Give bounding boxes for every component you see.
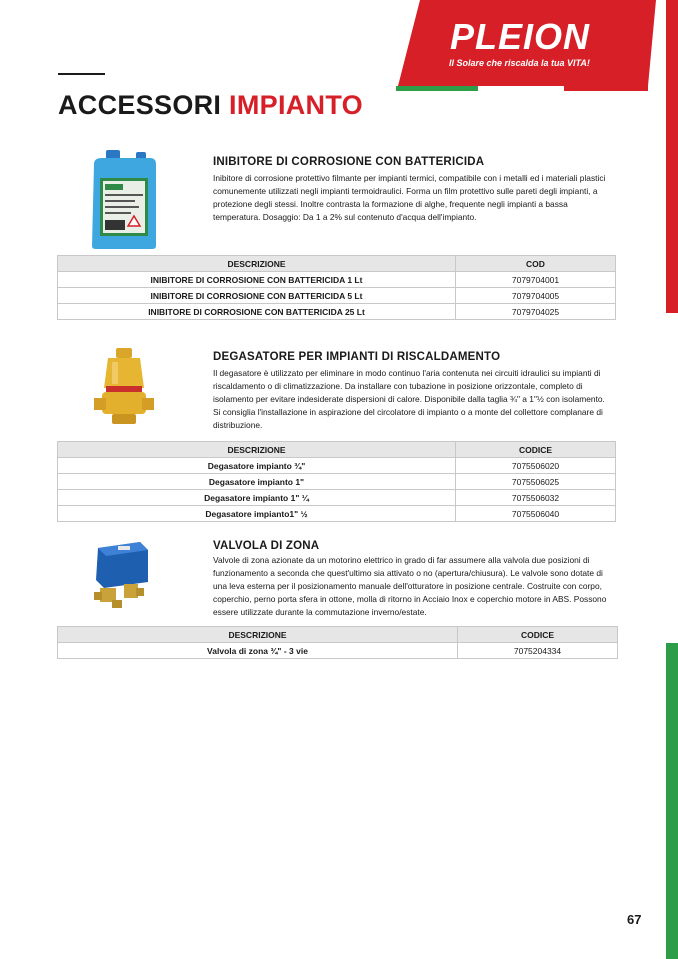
deaerator-title: DEGASATORE PER IMPIANTI DI RISCALDAMENTO — [213, 351, 501, 363]
table-row — [58, 506, 616, 522]
table-row — [58, 272, 616, 288]
table-cell-description: INIBITORE DI CORROSIONE CON BATTERICIDA 1 Lt — [58, 272, 456, 288]
table-cell-description: INIBITORE DI CORROSIONE CON BATTERICIDA 25 Lt — [58, 304, 456, 320]
page-title-main: ACCESSORI — [58, 90, 222, 120]
table-cell-code: 7075204334 — [458, 643, 618, 659]
table-row — [58, 458, 616, 474]
deaerator-description: Il degasatore è utilizzato per eliminare in modo continuo l'aria contenuta nei circuiti idraulici su impianti di riscaldamento o di climatizzazione. Da installare con tubazione in posizione orizzontale, completo di isolamento per evitare indesiderate dispersioni di calore. Disponibile dalla taglia ¾" a 1"½ con isolamento. Si consiglia l'installazione in aspirazione del circolatore di impianto o a monte del collettore complanare di distribuzione. — [213, 368, 605, 430]
table-header-description: DESCRIZIONE — [58, 627, 458, 643]
table-cell-description: Valvola di zona ¾" - 3 vie — [58, 643, 458, 659]
table-cell-description: Degasatore impianto 1" — [58, 474, 456, 490]
zone-valve-description: Valvole di zona azionate da un motorino elettrico in grado di far assumere alla valvola due posizioni di funzionamento a seconda che quest'ultimo sia attivato o no (apertura/chiusura). Le valvole sono dotate di una leva esterna per il posizionamento manuale dell'otturatore in posizione centrale. Costruite con corpo, coperchio, perno porta sfera in ottone, molla di ritorno in Acciaio Inox e coperchio motore in ABS. Possono essere utilizzate durante la commutazione inverno/estate. — [213, 555, 607, 617]
table-cell-code: 7079704025 — [456, 304, 616, 320]
table-header-description: DESCRIZIONE — [58, 256, 456, 272]
inhibitor-canister-image — [90, 150, 158, 255]
brand-logo: PLEION — [450, 16, 591, 57]
table-row — [58, 304, 616, 320]
table-cell-description: Degasatore impianto 1" ¼ — [58, 490, 456, 506]
inhibitor-description: Inibitore di corrosione protettivo filmante per impianti termici, compatibile con i metalli ed i materiali plastici comunemente utilizzati negli impianti termoidraulici. Forma un film protettivo sulle pareti degli impianti, a protezione degli stessi. Inoltre contrasta la formazione di alghe, frequente negli impianti a bassa temperatura. Dosaggio: Da 1 a 2% sul contenuto d'acqua dell'impianto. — [213, 173, 606, 222]
deaerator-image — [94, 348, 154, 431]
table-cell-code: 7079704005 — [456, 288, 616, 304]
side-bar-red — [666, 0, 678, 313]
table-cell-code: 7079704001 — [456, 272, 616, 288]
table-cell-code: 7075506032 — [456, 490, 616, 506]
title-rule — [58, 73, 105, 75]
flag-strip-white — [478, 86, 564, 91]
table-cell-code: 7075506025 — [456, 474, 616, 490]
table-cell-description: INIBITORE DI CORROSIONE CON BATTERICIDA 5 Lt — [58, 288, 456, 304]
table-header-row — [58, 627, 618, 643]
table-header-row — [58, 256, 616, 272]
table-header-code: CODICE — [458, 627, 618, 643]
deaerator-table — [57, 441, 616, 522]
zone-valve-title: VALVOLA DI ZONA — [213, 540, 320, 552]
inhibitor-table — [57, 255, 616, 320]
table-header-code: CODICE — [456, 442, 616, 458]
table-row — [58, 643, 618, 659]
table-cell-code: 7075506020 — [456, 458, 616, 474]
page-title — [58, 90, 363, 121]
table-row — [58, 490, 616, 506]
flag-strip-green — [396, 86, 478, 91]
zone-valve-image — [90, 538, 152, 615]
side-bar-green — [666, 643, 678, 959]
page-title-accent: IMPIANTO — [229, 90, 363, 120]
table-header-description: DESCRIZIONE — [58, 442, 456, 458]
page-number: 67 — [627, 912, 642, 927]
table-cell-description: Degasatore impianto ¾" — [58, 458, 456, 474]
table-row — [58, 288, 616, 304]
inhibitor-title: INIBITORE DI CORROSIONE CON BATTERICIDA — [213, 156, 485, 168]
table-header-row — [58, 442, 616, 458]
zone-valve-table — [57, 626, 618, 659]
table-cell-description: Degasatore impianto1" ½ — [58, 506, 456, 522]
flag-strip-red — [564, 86, 648, 91]
table-cell-code: 7075506040 — [456, 506, 616, 522]
table-header-code: COD — [456, 256, 616, 272]
table-row — [58, 474, 616, 490]
brand-slogan: Il Solare che riscalda la tua VITA! — [449, 58, 590, 68]
